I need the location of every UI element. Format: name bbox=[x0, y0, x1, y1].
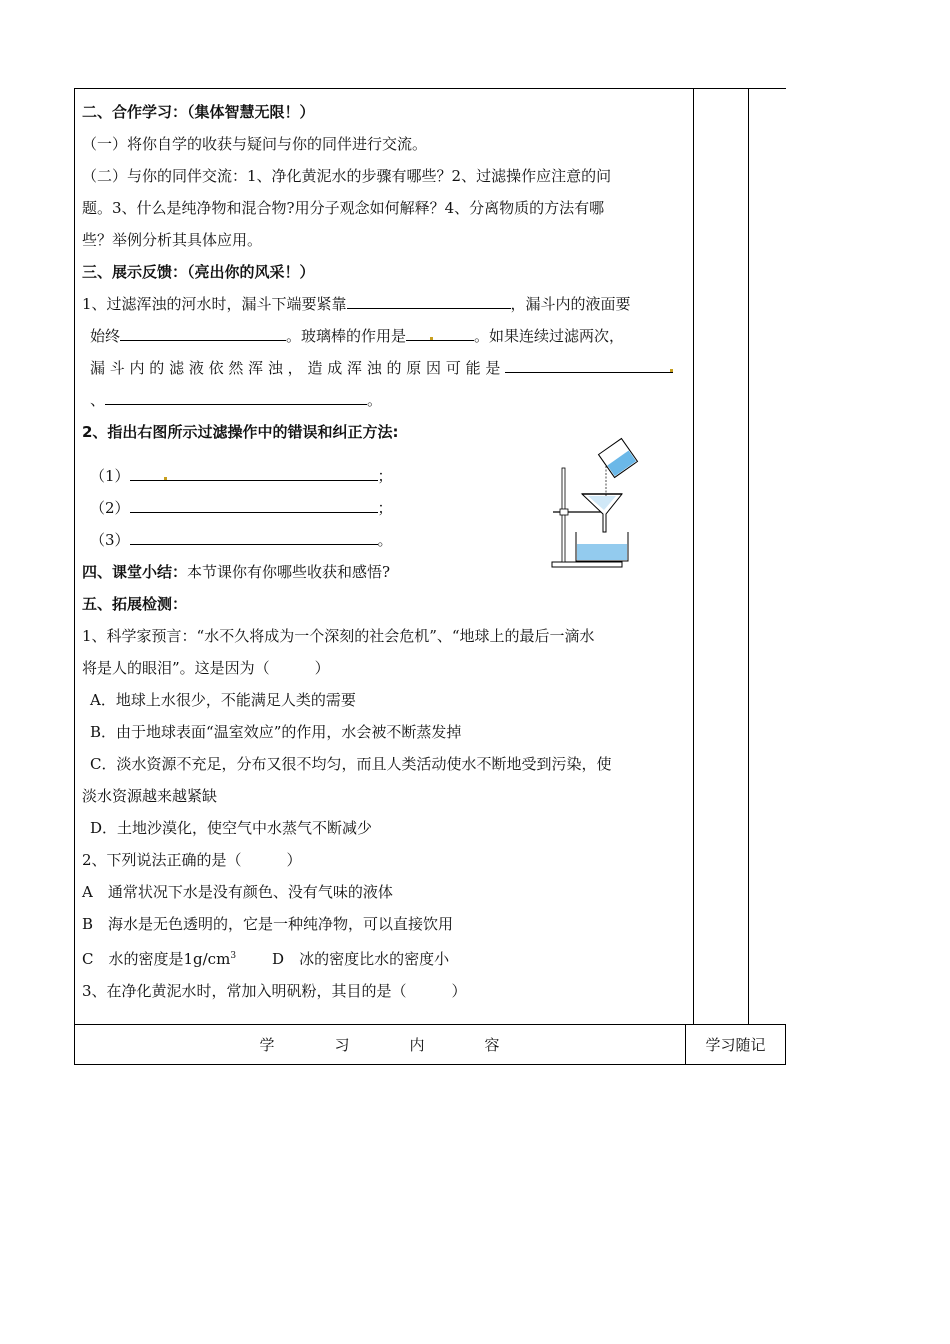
s5-q2-cd bbox=[82, 940, 690, 975]
q1-text-b2: 。玻璃棒的作用是 bbox=[286, 327, 407, 345]
answer-blank-5[interactable] bbox=[105, 386, 367, 405]
table-divider-1 bbox=[693, 88, 694, 1024]
footer-char-2: 习 bbox=[334, 1035, 350, 1054]
s5-q1b: 将是人的眼泪”。这是因为（ ） bbox=[82, 659, 330, 677]
s5-q1-option-a: A．地球上水很少，不能满足人类的需要 bbox=[90, 691, 356, 709]
q1-text-d2: 。 bbox=[367, 391, 383, 409]
section4-text: 本节课你有你哪些收获和感悟? bbox=[187, 563, 391, 581]
table-left-border bbox=[74, 88, 75, 1065]
answer-blank-7[interactable] bbox=[130, 494, 378, 513]
section2-p2b: 题。3、什么是纯净物和混合物?用分子观念如何解释？4、分离物质的方法有哪 bbox=[82, 199, 605, 217]
q1-text-c1: 漏 斗 内 的 滤 液 依 然 浑 浊 ， 造 成 浑 浊 的 原 因 可 能 是 bbox=[90, 359, 501, 377]
s5-q1-option-d: D．土地沙漠化，使空气中水蒸气不断减少 bbox=[90, 819, 373, 837]
footer-char-3: 内 bbox=[409, 1035, 425, 1054]
footer-char-4: 容 bbox=[484, 1035, 500, 1054]
s5-q1-option-b: B．由于地球表面“温室效应”的作用，水会被不断蒸发掉 bbox=[90, 723, 462, 741]
s5-q3: 3、在净化黄泥水时，常加入明矾粉，其目的是（ ） bbox=[82, 982, 467, 1000]
q2-item-2-end: ； bbox=[377, 499, 393, 517]
q1-text-b3: 。如果连续过滤两次， bbox=[474, 327, 625, 345]
section2-p2a: （二）与你的同伴交流：1、净化黄泥水的步骤有哪些？2、过滤操作应注意的问 bbox=[82, 167, 612, 185]
footer-study-notes: 学习随记 bbox=[705, 1035, 766, 1054]
section3-heading: 三、展示反馈：（亮出你的风采！） bbox=[82, 263, 315, 281]
s5-q2-c: C 水的密度是1g/cm bbox=[82, 950, 231, 968]
q2-item-3-label: （3） bbox=[90, 531, 130, 549]
q1-line2 bbox=[82, 320, 690, 352]
section2-heading: 二、合作学习：（集体智慧无限！） bbox=[82, 103, 315, 121]
s5-q2-c-sup: 3 bbox=[230, 951, 237, 961]
footer-study-content bbox=[74, 1024, 685, 1064]
table-bottom-border bbox=[74, 1064, 786, 1065]
s5-q2: 2、下列说法正确的是（ ） bbox=[82, 851, 302, 869]
section2-p2c: 些？举例分析其具体应用。 bbox=[82, 231, 263, 249]
table-top-border bbox=[74, 88, 786, 89]
answer-blank-1[interactable] bbox=[347, 290, 511, 309]
q1-line3 bbox=[82, 352, 690, 384]
stand-base bbox=[552, 562, 622, 567]
section5-heading: 五、拓展检测： bbox=[82, 595, 188, 613]
s5-q1-option-c2: 淡水资源越来越紧缺 bbox=[82, 787, 218, 805]
beaker-water bbox=[577, 544, 627, 560]
answer-blank-8[interactable] bbox=[130, 526, 378, 545]
q2-item-1-label: （1） bbox=[90, 467, 130, 485]
answer-blank-2[interactable] bbox=[120, 322, 286, 341]
section4-heading: 四、课堂小结： bbox=[82, 563, 188, 581]
answer-blank-3[interactable] bbox=[406, 322, 474, 341]
s5-q2-a: A 通常状况下水是没有颜色、没有气味的液体 bbox=[82, 883, 393, 901]
q2-heading: 2、指出右图所示过滤操作中的错误和纠正方法: bbox=[82, 423, 399, 441]
footer-char-1: 学 bbox=[259, 1035, 275, 1054]
q1-line4 bbox=[82, 384, 690, 416]
s5-q2-b: B 海水是无色透明的，它是一种纯净物，可以直接饮用 bbox=[82, 915, 454, 933]
q2-item-1-end: ； bbox=[377, 467, 393, 485]
answer-blank-6[interactable] bbox=[130, 462, 378, 481]
q1-line1 bbox=[82, 288, 690, 320]
q1-text-b1: 始终 bbox=[90, 327, 121, 345]
answer-blank-4[interactable] bbox=[505, 354, 673, 373]
section2-p1: （一）将你自学的收获与疑问与你的同伴进行交流。 bbox=[82, 135, 428, 153]
q1-text-d1: 、 bbox=[90, 391, 106, 409]
s5-q1-option-c1: C．淡水资源不充足，分布又很不均匀，而且人类活动使水不断地受到污染，使 bbox=[90, 755, 612, 773]
q2-item-2-label: （2） bbox=[90, 499, 130, 517]
filtration-apparatus-figure bbox=[548, 436, 648, 570]
table-divider-2 bbox=[748, 88, 749, 1024]
s5-q2-d: D 冰的密度比水的密度小 bbox=[272, 950, 450, 968]
s5-q1a: 1、科学家预言：“水不久将成为一个深刻的社会危机”、“地球上的最后一滴水 bbox=[82, 627, 595, 645]
q1-text-a1: 1、过滤浑浊的河水时，漏斗下端要紧靠 bbox=[82, 295, 347, 313]
q1-text-a2: ，漏斗内的液面要 bbox=[510, 295, 631, 313]
q2-item-3-end: 。 bbox=[377, 531, 393, 549]
clamp bbox=[560, 509, 568, 515]
